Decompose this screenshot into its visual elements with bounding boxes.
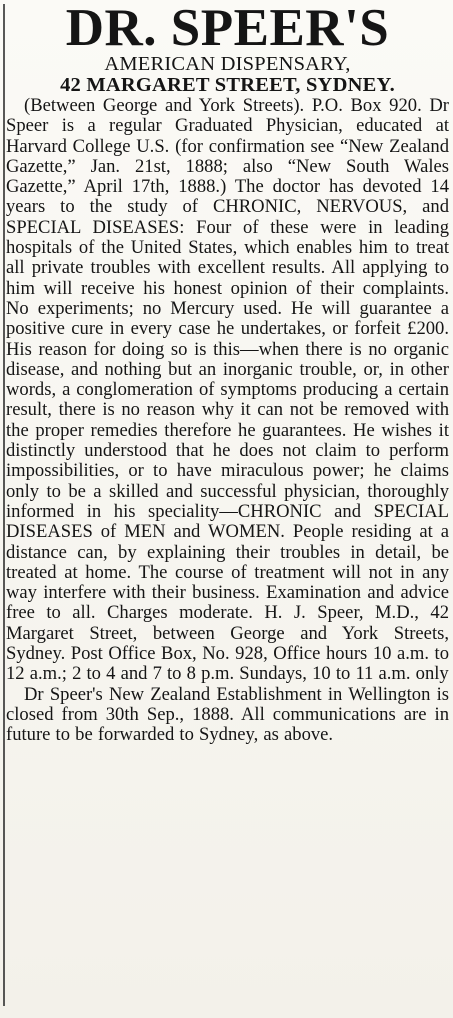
headline-title: DR. SPEER'S: [65, 0, 390, 57]
main-paragraph: (Between George and York Streets). P.O. Box 920. Dr Speer is a regular Graduated Physician, educated at Harvard College U.S. (for confirmation see “New Zealand Gazette,” Jan. 21st, 1888; also “New South Wales Gazette,” April 17th, 1888.) The doctor has devoted 14 years to the study of CHRONIC, NERVOUS, and SPECIAL DISEASES: Four of these were in leading hospitals of the United States, which enables him to treat all private troubles with excellent results. All applying to him will receive his honest opinion of their complaints. No experiments; no Mercury used. He will guarantee a positive cure in every case he undertakes, or forfeit £200. His reason for doing so is this—when there is no organic disease, and nothing but an inorganic trouble, or, in other words, a conglomeration of symptoms producing a certain result, there is no reason why it can not be removed with the proper remedies therefore he guarantees. He wishes it distinctly understood that he does not claim to perform impossibilities, or to have miraculous power; he claims only to be a skilled and successful physician, thoroughly informed in his speciality—CHRONIC and SPECIAL DISEASES of MEN and WOMEN. People residing at a distance can, by explaining their troubles in detail, be treated at home. The course of treatment will not in any way interfere with their business. Examination and advice free to all. Charges moderate. H. J. Speer, M.D., 42 Margaret Street, between George and York Streets, Sydney. Post Office Box, No. 928, Office hours 10 a.m. to 12 a.m.; 2 to 4 and 7 to 8 p.m. Sundays, 10 to 11 a.m. only: [6, 95, 449, 685]
left-column-rule: [3, 4, 5, 1006]
closing-paragraph: Dr Speer's New Zealand Establishment in Wellington is closed from 30th Sep., 1888. All communications are in future to be forwarded to Sydney, as above.: [6, 683, 449, 746]
advertisement-body: [6, 96, 449, 746]
subtitle-dispensary: AMERICAN DISPENSARY,: [104, 53, 351, 75]
subtitle-address: 42 MARGARET STREET, SYDNEY.: [60, 74, 395, 96]
